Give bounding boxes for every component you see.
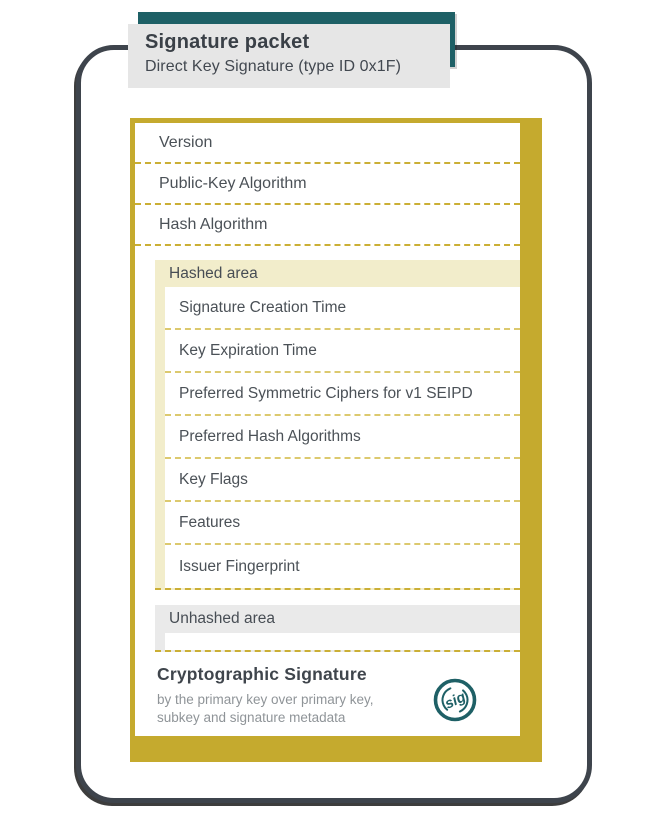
unhashed-area [155, 605, 520, 652]
subpacket-preferred-hash-algorithms: Preferred Hash Algorithms [165, 416, 520, 459]
subpacket-preferred-symmetric-ciphers: Preferred Symmetric Ciphers for v1 SEIPD [165, 373, 520, 416]
packet-title: Signature packet [145, 31, 310, 53]
packet-subtitle: Direct Key Signature (type ID 0x1F) [145, 58, 402, 75]
field-row-version: Version [135, 123, 520, 164]
subpacket-key-expiration-time: Key Expiration Time [165, 330, 520, 373]
sig-stamp-icon [432, 677, 478, 723]
subpacket-issuer-fingerprint: Issuer Fingerprint [179, 557, 300, 575]
packet-body-inner [135, 123, 520, 736]
subpacket-features: Features [165, 502, 520, 545]
subpacket-key-flags: Key Flags [165, 459, 520, 502]
unhashed-area-label: Unhashed area [169, 610, 275, 627]
sig-stamp-text: sig [442, 689, 469, 713]
field-row-public-key-algorithm: Public-Key Algorithm [135, 164, 520, 205]
packet-body [130, 118, 542, 762]
hashed-area-panel [165, 287, 520, 588]
field-row-hash-algorithm: Hash Algorithm [135, 205, 520, 246]
spacer [135, 246, 520, 260]
cryptographic-signature-label: Cryptographic Signature [157, 664, 367, 684]
unhashed-area-empty [165, 633, 520, 650]
description-line-2: subkey and signature metadata [157, 709, 346, 725]
subpacket-signature-creation-time: Signature Creation Time [165, 287, 520, 330]
hashed-area [155, 260, 520, 590]
hashed-area-label: Hashed area [169, 264, 258, 282]
packet-header [128, 24, 450, 88]
description-line-1: by the primary key over primary key, [157, 692, 374, 707]
